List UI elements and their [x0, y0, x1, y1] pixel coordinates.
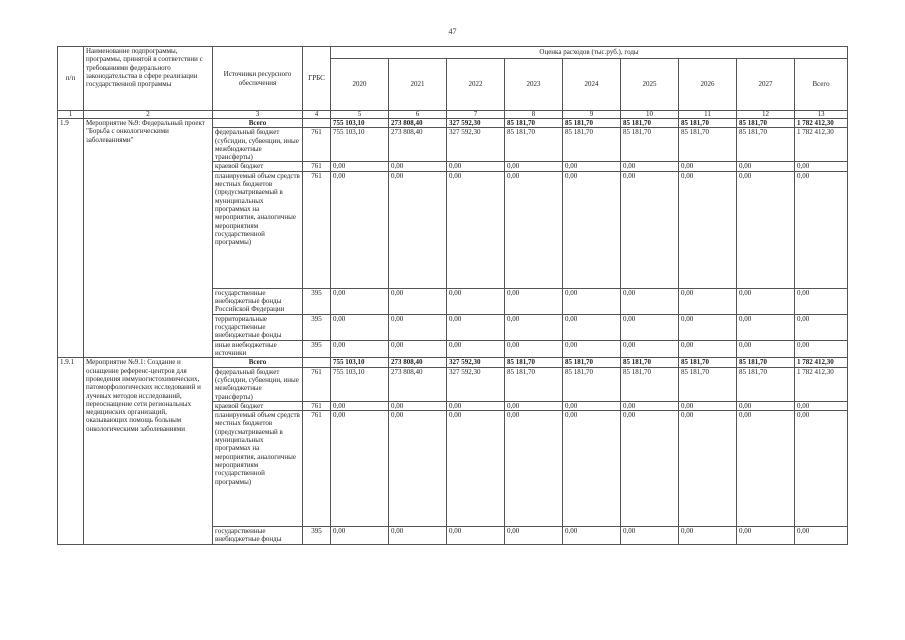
table-row	[58, 119, 848, 128]
funding-source: Всего	[213, 358, 303, 367]
amount-cell: 0,00	[389, 401, 447, 410]
amount-cell: 0,00	[737, 401, 795, 410]
amount-cell: 85 181,70	[621, 358, 679, 367]
amount-cell: 1 782 412,30	[795, 367, 848, 401]
amount-cell: 0,00	[737, 340, 795, 358]
amount-cell: 0,00	[505, 288, 563, 314]
column-number: 13	[795, 111, 848, 119]
amount-cell: 85 181,70	[621, 128, 679, 162]
amount-cell: 0,00	[563, 401, 621, 410]
funding-source: государственные внебюджетные фонды	[213, 527, 303, 545]
grbs-code: 761	[303, 367, 331, 401]
header-name: Наименование подпрограммы, программы, принятой в соответствии с требованиями федерального законодательства в сфере реализации государственной программы	[84, 47, 213, 111]
table-row	[58, 358, 848, 367]
amount-cell: 0,00	[621, 401, 679, 410]
header-year: 2025	[621, 59, 679, 111]
amount-cell: 755 103,10	[331, 119, 389, 128]
amount-cell: 0,00	[331, 288, 389, 314]
amount-cell: 85 181,70	[505, 128, 563, 162]
header-estimate: Оценка расходов (тыс.руб.), годы	[331, 47, 848, 59]
funding-source: краевой бюджет	[213, 401, 303, 410]
column-number: 3	[213, 111, 303, 119]
amount-cell: 0,00	[679, 340, 737, 358]
amount-cell: 0,00	[447, 340, 505, 358]
column-number: 11	[679, 111, 737, 119]
amount-cell: 0,00	[621, 314, 679, 340]
funding-source: планируемый объем средств местных бюджетов (предусматриваемый в муниципальных программах на мероприятия, аналогичные мероприятиям государственной программы)	[213, 171, 303, 288]
amount-cell: 0,00	[505, 171, 563, 288]
amount-cell: 327 592,30	[447, 119, 505, 128]
amount-cell: 0,00	[331, 162, 389, 171]
header-sources: Источники ресурсного обеспечения	[213, 47, 303, 111]
amount-cell: 85 181,70	[621, 119, 679, 128]
amount-cell: 0,00	[621, 527, 679, 545]
amount-cell: 0,00	[389, 162, 447, 171]
measure-name: Мероприятие №9: Федеральный проект "Борьба с онкологическими заболеваниями"	[84, 119, 213, 358]
header-year: 2026	[679, 59, 737, 111]
amount-cell: 273 808,40	[389, 128, 447, 162]
amount-cell: 0,00	[795, 340, 848, 358]
column-number: 1	[58, 111, 84, 119]
amount-cell: 0,00	[389, 340, 447, 358]
amount-cell: 0,00	[621, 411, 679, 527]
amount-cell: 0,00	[447, 171, 505, 288]
row-number: 1.9	[58, 119, 84, 358]
amount-cell: 0,00	[389, 527, 447, 545]
amount-cell: 0,00	[737, 527, 795, 545]
amount-cell: 0,00	[505, 162, 563, 171]
amount-cell: 0,00	[621, 288, 679, 314]
amount-cell: 0,00	[505, 314, 563, 340]
amount-cell: 85 181,70	[737, 119, 795, 128]
funding-source: федеральный бюджет (субсидии, субвенции, иные межбюджетные трансферты)	[213, 367, 303, 401]
amount-cell: 0,00	[563, 288, 621, 314]
amount-cell: 0,00	[389, 314, 447, 340]
amount-cell: 0,00	[447, 527, 505, 545]
amount-cell: 0,00	[621, 171, 679, 288]
amount-cell: 0,00	[389, 171, 447, 288]
column-number: 8	[505, 111, 563, 119]
grbs-code: 761	[303, 171, 331, 288]
amount-cell: 0,00	[737, 171, 795, 288]
expenditure-table	[57, 46, 848, 545]
amount-cell: 0,00	[679, 288, 737, 314]
amount-cell: 0,00	[331, 411, 389, 527]
amount-cell: 0,00	[505, 401, 563, 410]
amount-cell: 0,00	[389, 288, 447, 314]
grbs-code	[303, 119, 331, 128]
grbs-code: 761	[303, 162, 331, 171]
amount-cell: 85 181,70	[679, 119, 737, 128]
header-year: Всего	[795, 59, 848, 111]
amount-cell: 273 808,40	[389, 367, 447, 401]
amount-cell: 0,00	[795, 171, 848, 288]
amount-cell: 273 808,40	[389, 119, 447, 128]
amount-cell: 1 782 412,30	[795, 358, 848, 367]
column-number: 7	[447, 111, 505, 119]
amount-cell: 0,00	[795, 314, 848, 340]
amount-cell: 755 103,10	[331, 358, 389, 367]
header-year: 2023	[505, 59, 563, 111]
amount-cell: 0,00	[331, 401, 389, 410]
amount-cell: 85 181,70	[737, 367, 795, 401]
column-number: 6	[389, 111, 447, 119]
amount-cell: 0,00	[447, 411, 505, 527]
amount-cell: 0,00	[795, 162, 848, 171]
amount-cell: 327 592,30	[447, 128, 505, 162]
amount-cell: 0,00	[447, 314, 505, 340]
amount-cell: 0,00	[331, 171, 389, 288]
amount-cell: 0,00	[389, 411, 447, 527]
page-number: 47	[448, 27, 457, 36]
column-number: 2	[84, 111, 213, 119]
amount-cell: 273 808,40	[389, 358, 447, 367]
amount-cell: 0,00	[563, 314, 621, 340]
amount-cell: 0,00	[737, 411, 795, 527]
amount-cell: 85 181,70	[621, 367, 679, 401]
header-grbs: ГРБС	[303, 47, 331, 111]
grbs-code: 761	[303, 128, 331, 162]
grbs-code: 761	[303, 411, 331, 527]
amount-cell: 0,00	[505, 527, 563, 545]
amount-cell: 85 181,70	[679, 367, 737, 401]
funding-source: краевой бюджет	[213, 162, 303, 171]
grbs-code: 395	[303, 314, 331, 340]
amount-cell: 1 782 412,30	[795, 119, 848, 128]
amount-cell: 0,00	[563, 340, 621, 358]
header-year: 2020	[331, 59, 389, 111]
amount-cell: 0,00	[621, 340, 679, 358]
amount-cell: 0,00	[737, 288, 795, 314]
amount-cell: 85 181,70	[679, 358, 737, 367]
grbs-code: 395	[303, 340, 331, 358]
measure-name: Мероприятие №9.1: Создание и оснащение референс-центров для проведения иммуногистохимических, патоморфологических исследований и лучевых методов исследований, переоснащение сети региональных медицинских организаций, оказывающих помощь больным онкологическими заболеваниями	[84, 358, 213, 544]
header-year: 2024	[563, 59, 621, 111]
amount-cell: 0,00	[795, 527, 848, 545]
column-number: 10	[621, 111, 679, 119]
amount-cell: 0,00	[563, 171, 621, 288]
funding-source: государственные внебюджетные фонды Российской Федерации	[213, 288, 303, 314]
grbs-code: 395	[303, 527, 331, 545]
amount-cell: 0,00	[331, 314, 389, 340]
column-number: 5	[331, 111, 389, 119]
table-body	[58, 119, 848, 545]
amount-cell: 0,00	[447, 288, 505, 314]
funding-source: иные внебюджетные источники	[213, 340, 303, 358]
amount-cell: 0,00	[331, 527, 389, 545]
amount-cell: 85 181,70	[505, 119, 563, 128]
amount-cell: 0,00	[563, 527, 621, 545]
column-number: 12	[737, 111, 795, 119]
amount-cell: 0,00	[563, 162, 621, 171]
amount-cell: 0,00	[737, 314, 795, 340]
amount-cell: 85 181,70	[505, 358, 563, 367]
amount-cell: 0,00	[505, 340, 563, 358]
amount-cell: 0,00	[621, 162, 679, 171]
grbs-code	[303, 358, 331, 367]
amount-cell: 0,00	[679, 162, 737, 171]
amount-cell: 755 103,10	[331, 367, 389, 401]
amount-cell: 85 181,70	[505, 367, 563, 401]
column-number: 4	[303, 111, 331, 119]
amount-cell: 327 592,30	[447, 367, 505, 401]
amount-cell: 0,00	[795, 288, 848, 314]
amount-cell: 85 181,70	[563, 128, 621, 162]
amount-cell: 85 181,70	[563, 367, 621, 401]
amount-cell: 85 181,70	[563, 358, 621, 367]
funding-source: планируемый объем средств местных бюджетов (предусматриваемый в муниципальных программах на мероприятия, аналогичные мероприятиям государственной программы)	[213, 411, 303, 527]
amount-cell: 85 181,70	[737, 358, 795, 367]
amount-cell: 0,00	[563, 411, 621, 527]
amount-cell: 0,00	[795, 401, 848, 410]
amount-cell: 85 181,70	[737, 128, 795, 162]
header-year: 2027	[737, 59, 795, 111]
row-number: 1.9.1	[58, 358, 84, 544]
amount-cell: 0,00	[447, 401, 505, 410]
header-year: 2022	[447, 59, 505, 111]
grbs-code: 761	[303, 401, 331, 410]
amount-cell: 0,00	[679, 527, 737, 545]
amount-cell: 0,00	[679, 314, 737, 340]
amount-cell: 0,00	[447, 162, 505, 171]
amount-cell: 0,00	[331, 340, 389, 358]
header-year: 2021	[389, 59, 447, 111]
amount-cell: 0,00	[679, 171, 737, 288]
amount-cell: 755 103,10	[331, 128, 389, 162]
amount-cell: 0,00	[505, 411, 563, 527]
amount-cell: 327 592,30	[447, 358, 505, 367]
funding-source: федеральный бюджет (субсидии, субвенции, иные межбюджетные трансферты)	[213, 128, 303, 162]
header-pn: п/п	[58, 47, 84, 111]
funding-source: территориальные государственные внебюджетные фонды	[213, 314, 303, 340]
amount-cell: 0,00	[679, 411, 737, 527]
amount-cell: 0,00	[795, 411, 848, 527]
amount-cell: 0,00	[737, 162, 795, 171]
amount-cell: 85 181,70	[563, 119, 621, 128]
grbs-code: 395	[303, 288, 331, 314]
amount-cell: 0,00	[679, 401, 737, 410]
amount-cell: 85 181,70	[679, 128, 737, 162]
column-number: 9	[563, 111, 621, 119]
table-header	[58, 47, 848, 119]
funding-source: Всего	[213, 119, 303, 128]
amount-cell: 1 782 412,30	[795, 128, 848, 162]
